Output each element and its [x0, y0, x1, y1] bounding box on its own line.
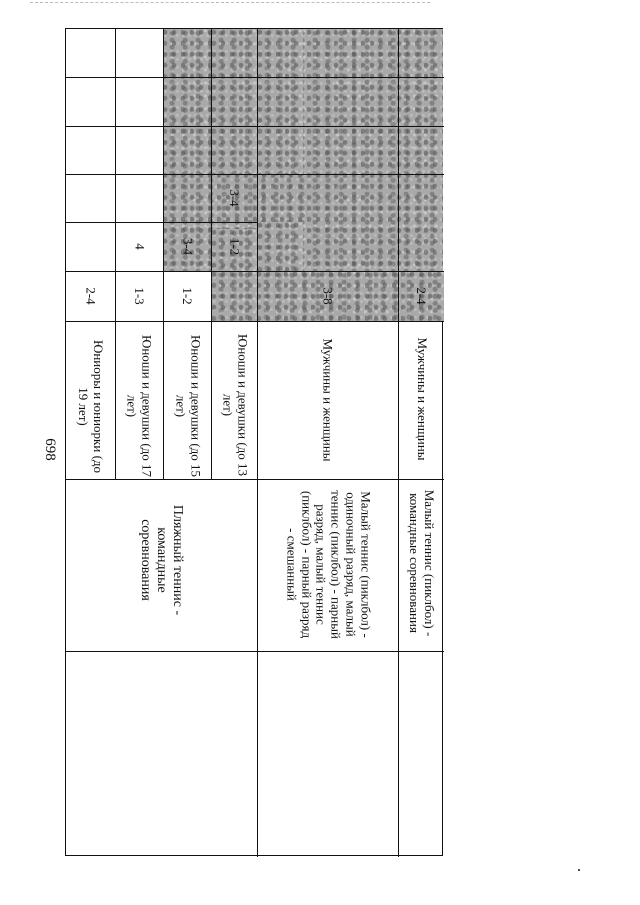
data-table: [65, 28, 443, 856]
age-group-cell: Юноши и девушки (до 15 лет): [173, 334, 204, 478]
scan-edge: [30, 2, 430, 3]
cell-value: 2-4: [83, 287, 99, 305]
cell-value: 1-2: [227, 237, 243, 256]
shaded-cell: [212, 29, 257, 174]
cell-value: 3-4: [180, 237, 196, 256]
discipline-cell: Малый теннис (пиклбол) - командные соревнования: [407, 489, 437, 637]
discipline-cell: Малый теннис (пиклбол) - одиночный разряд, малый теннис (пиклбол) - парный разряд, малый теннис (пиклбол) - парный разряд - смешанный: [284, 490, 374, 639]
cell-value: 2-4: [414, 287, 430, 305]
age-group-cell: Юноши и девушки (до 13 лет): [220, 333, 251, 477]
age-group-cell: Юноши и девушки (до 17 лет): [124, 334, 155, 478]
age-group-cell: Мужчины и женщины: [320, 338, 336, 462]
cell-value: 1-3: [132, 287, 148, 305]
shaded-cell: [258, 29, 303, 174]
cell-value: 1-2: [180, 287, 196, 305]
page-number: 698: [41, 438, 58, 461]
shaded-cell: [212, 271, 257, 321]
cell-value: 3-8: [320, 287, 336, 305]
age-group-cell: Юниоры и юниорки (до 19 лет): [76, 339, 107, 474]
age-group-cell: Мужчины и женщины: [415, 337, 431, 461]
scan-speck: [578, 869, 580, 871]
shaded-cell: [258, 222, 303, 271]
discipline-cell: Пляжный теннис - командные соревнования: [137, 504, 186, 616]
cell-value: 4: [132, 243, 148, 250]
cell-value: 3-4: [227, 189, 243, 207]
